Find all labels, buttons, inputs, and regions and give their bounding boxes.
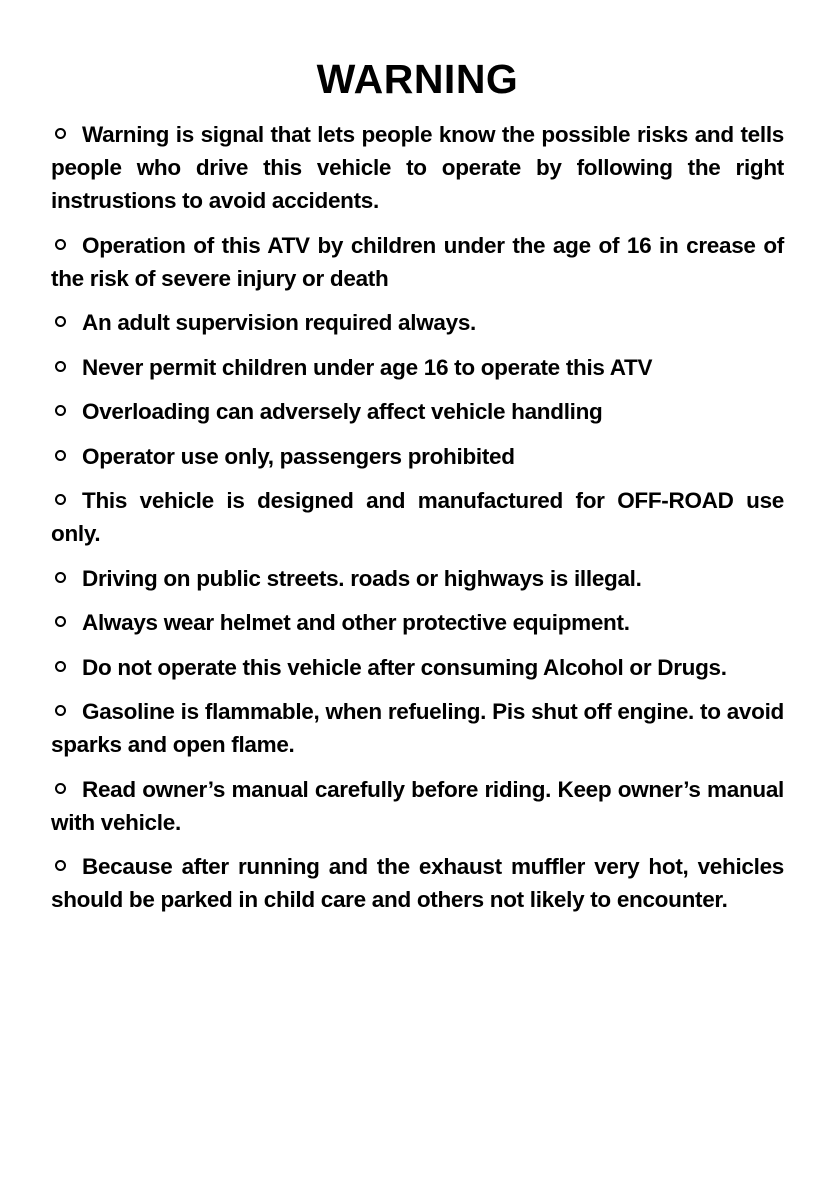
circle-bullet-icon: [55, 128, 66, 139]
warning-item: [51, 606, 784, 639]
warning-item: [51, 484, 784, 550]
circle-bullet-icon: [55, 661, 66, 672]
warning-item: [51, 118, 784, 217]
warning-item-text: Read owner’s manual carefully before riding. Keep owner’s manual with vehicle.: [51, 776, 784, 835]
circle-bullet-icon: [55, 572, 66, 583]
warning-item: [51, 850, 784, 916]
warning-item: [51, 651, 784, 684]
circle-bullet-icon: [55, 705, 66, 716]
warning-item-text: Overloading can adversely affect vehicle handling: [82, 399, 603, 424]
warning-item-text: Operation of this ATV by children under the age of 16 in crease of the risk of severe injury or death: [51, 232, 784, 291]
circle-bullet-icon: [55, 860, 66, 871]
circle-bullet-icon: [55, 783, 66, 794]
warning-list: [51, 118, 784, 916]
warning-item: [51, 773, 784, 839]
circle-bullet-icon: [55, 616, 66, 627]
page-title: WARNING: [316, 56, 519, 102]
warning-item-text: This vehicle is designed and manufactured for OFF-ROAD use only.: [51, 488, 784, 546]
circle-bullet-icon: [55, 361, 66, 372]
warning-item: [51, 440, 784, 473]
warning-item: [51, 351, 784, 384]
warning-item-text: Warning is signal that lets people know the possible risks and tells people who drive this vehicle to operate by following the right instrustions to avoid accidents.: [51, 122, 784, 213]
circle-bullet-icon: [55, 405, 66, 416]
circle-bullet-icon: [55, 450, 66, 461]
warning-item: [51, 562, 784, 595]
warning-item-text: Gasoline is flammable, when refueling. Pis shut off engine. to avoid sparks and open flame.: [51, 699, 784, 757]
warning-item-text: Because after running and the exhaust muffler very hot, vehicles should be parked in child care and others not likely to encounter.: [51, 854, 784, 912]
circle-bullet-icon: [55, 494, 66, 505]
warning-item-text: Do not operate this vehicle after consuming Alcohol or Drugs.: [82, 654, 727, 680]
warning-item: [51, 306, 784, 339]
warning-item: [51, 395, 784, 428]
warning-item-text: Never permit children under age 16 to operate this ATV: [82, 354, 653, 380]
warning-item-text: Driving on public streets. roads or highways is illegal.: [82, 565, 642, 591]
warning-item: [51, 695, 784, 761]
circle-bullet-icon: [55, 239, 66, 250]
warning-item: [51, 229, 784, 295]
warning-item-text: An adult supervision required always.: [82, 310, 477, 335]
warning-item-text: Always wear helmet and other protective equipment.: [82, 610, 630, 635]
circle-bullet-icon: [55, 316, 66, 327]
warning-item-text: Operator use only, passengers prohibited: [82, 443, 515, 469]
